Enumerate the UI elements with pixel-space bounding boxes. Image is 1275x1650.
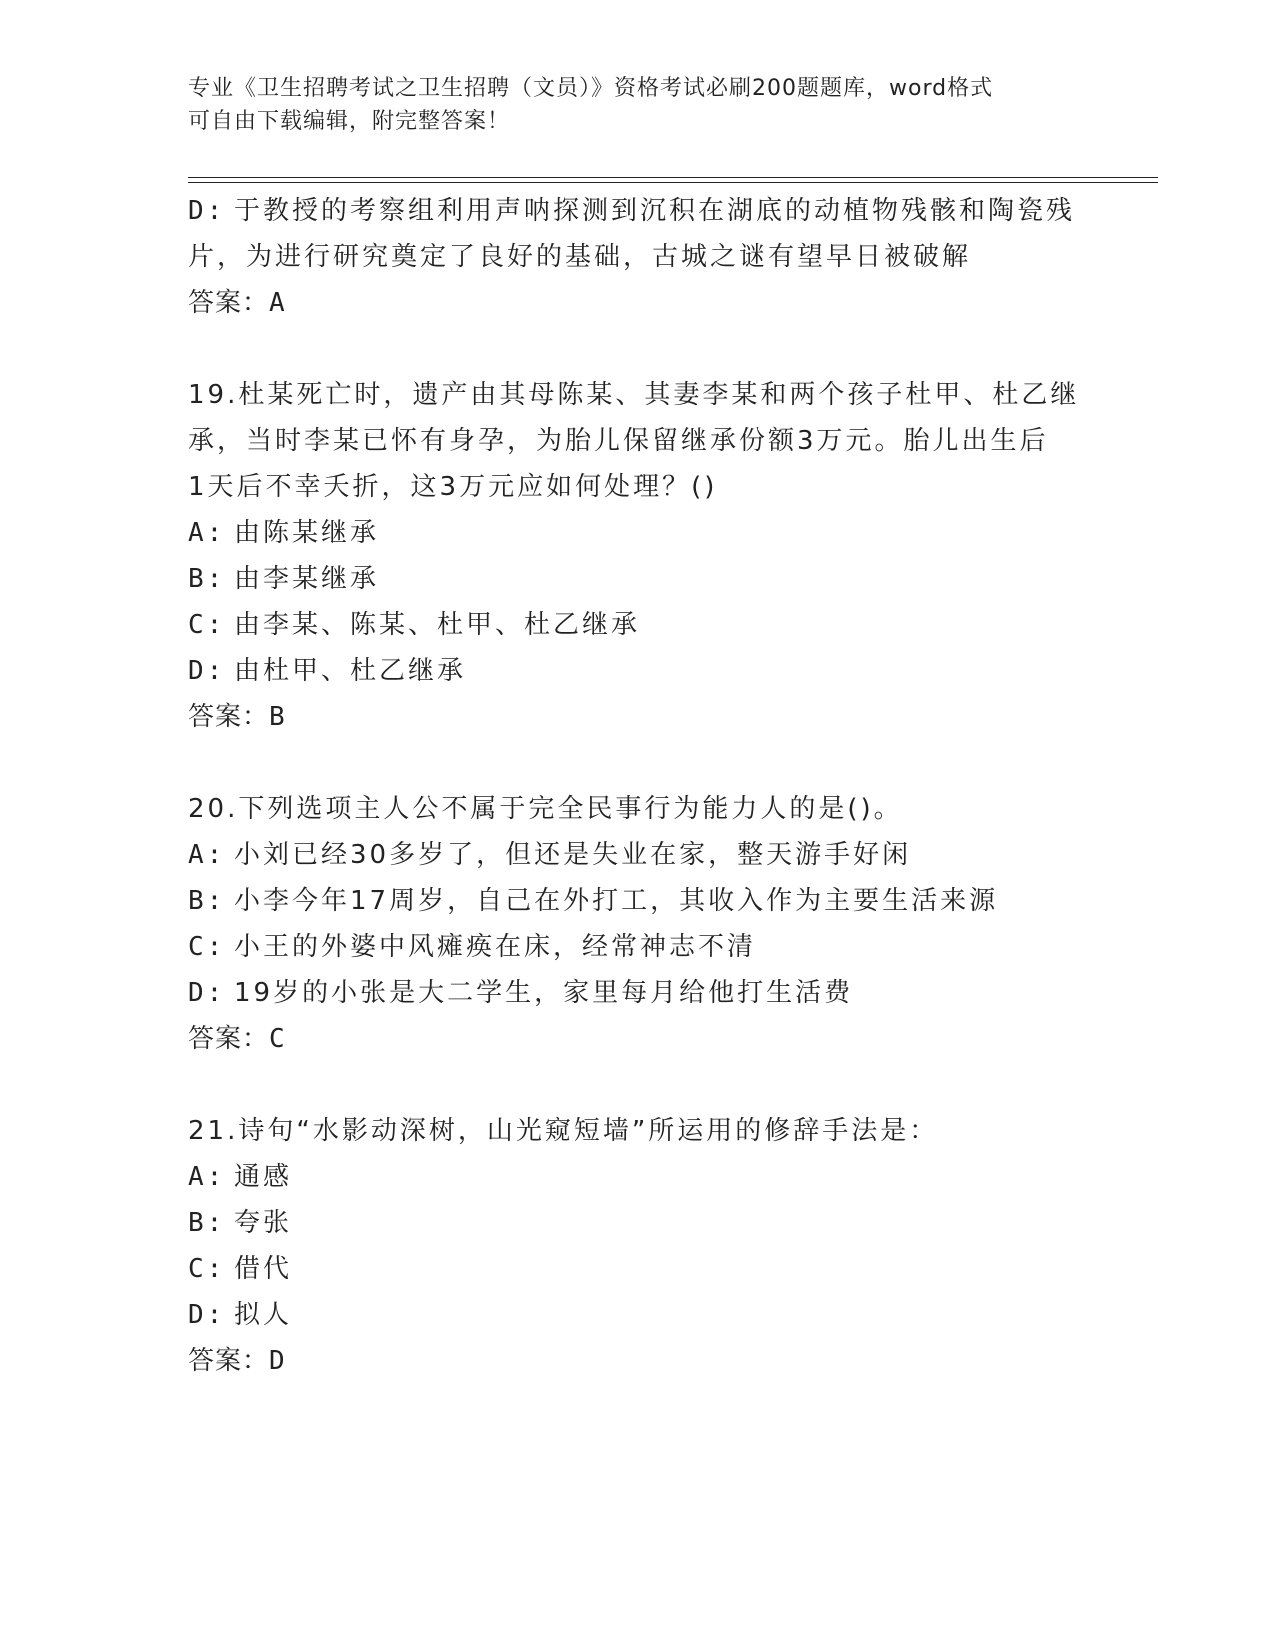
option-text: 小王的外婆中风瘫痪在床，经常神志不清 <box>234 932 757 962</box>
option-b <box>188 1200 1088 1246</box>
option-a <box>188 510 1088 556</box>
spacer <box>188 740 1088 786</box>
option-text: 拟人 <box>234 1300 293 1330</box>
option-prefix: C: <box>188 1254 226 1284</box>
option-text: 小刘已经30多岁了，但还是失业在家，整天游手好闲 <box>234 840 912 870</box>
question-stem-line: 承，当时李某已怀有身孕，为胎儿保留继承份额3万元。胎儿出生后 <box>188 426 1049 456</box>
header-line-1: 专业《卫生招聘考试之卫生招聘（文员）》资格考试必刷200题题库，word格式 <box>188 76 994 101</box>
option-text: 由杜甲、杜乙继承 <box>234 656 467 686</box>
question-stem-line: 19.杜某死亡时，遗产由其母陈某、其妻李某和两个孩子杜甲、杜乙继 <box>188 380 1080 410</box>
option-prefix: A: <box>188 840 226 870</box>
option-prefix: D: <box>188 978 226 1008</box>
option-d <box>188 1292 1088 1338</box>
option-c <box>188 602 1088 648</box>
option-text: 由李某、陈某、杜甲、杜乙继承 <box>234 610 641 640</box>
question-19 <box>188 372 1088 740</box>
spacer <box>188 1062 1088 1108</box>
option-text: 通感 <box>234 1162 293 1192</box>
option-prefix: C: <box>188 610 226 640</box>
answer-line: 答案：C <box>188 1024 286 1054</box>
option-text: 夸张 <box>234 1208 293 1238</box>
option-b <box>188 878 1088 924</box>
question-stem-line: 1天后不幸夭折，这3万元应如何处理？() <box>188 472 718 502</box>
question-20 <box>188 786 1088 1062</box>
option-d <box>188 188 1088 234</box>
question-stem-line: 21.诗句“水影动深树，山光窥短墙”所运用的修辞手法是： <box>188 1116 939 1146</box>
option-text: 借代 <box>234 1254 293 1284</box>
option-text: 由李某继承 <box>234 564 380 594</box>
option-d <box>188 970 1088 1016</box>
option-b <box>188 556 1088 602</box>
header-line-2: 可自由下载编辑，附完整答案！ <box>188 109 511 134</box>
answer-line: 答案：B <box>188 702 286 732</box>
spacer <box>188 326 1088 372</box>
option-prefix: A: <box>188 1162 226 1192</box>
option-text: 于教授的考察组利用声呐探测到沉积在湖底的动植物残骸和陶瓷残 <box>234 196 1076 226</box>
option-c <box>188 1246 1088 1292</box>
question-18-continued <box>188 188 1088 326</box>
option-d <box>188 648 1088 694</box>
document-header <box>188 72 1078 138</box>
question-stem-line: 20.下列选项主人公不属于完全民事行为能力人的是()。 <box>188 794 903 824</box>
option-prefix: D: <box>188 1300 226 1330</box>
option-prefix: C: <box>188 932 226 962</box>
document-body <box>188 188 1088 1384</box>
option-d-continued: 片，为进行研究奠定了良好的基础，古城之谜有望早日被破解 <box>188 242 972 272</box>
option-a <box>188 1154 1088 1200</box>
option-prefix: B: <box>188 564 226 594</box>
option-prefix: B: <box>188 886 226 916</box>
option-text: 由陈某继承 <box>234 518 380 548</box>
question-21 <box>188 1108 1088 1384</box>
header-divider-bottom <box>188 182 1158 183</box>
option-prefix: D: <box>188 196 226 226</box>
option-prefix: B: <box>188 1208 226 1238</box>
option-c <box>188 924 1088 970</box>
answer-line: 答案：D <box>188 1346 286 1376</box>
option-text: 小李今年17周岁，自己在外打工，其收入作为主要生活来源 <box>234 886 999 916</box>
header-divider-top <box>188 177 1158 178</box>
option-a <box>188 832 1088 878</box>
option-text: 19岁的小张是大二学生，家里每月给他打生活费 <box>234 978 854 1008</box>
option-prefix: D: <box>188 656 226 686</box>
answer-line: 答案：A <box>188 288 286 318</box>
option-prefix: A: <box>188 518 226 548</box>
